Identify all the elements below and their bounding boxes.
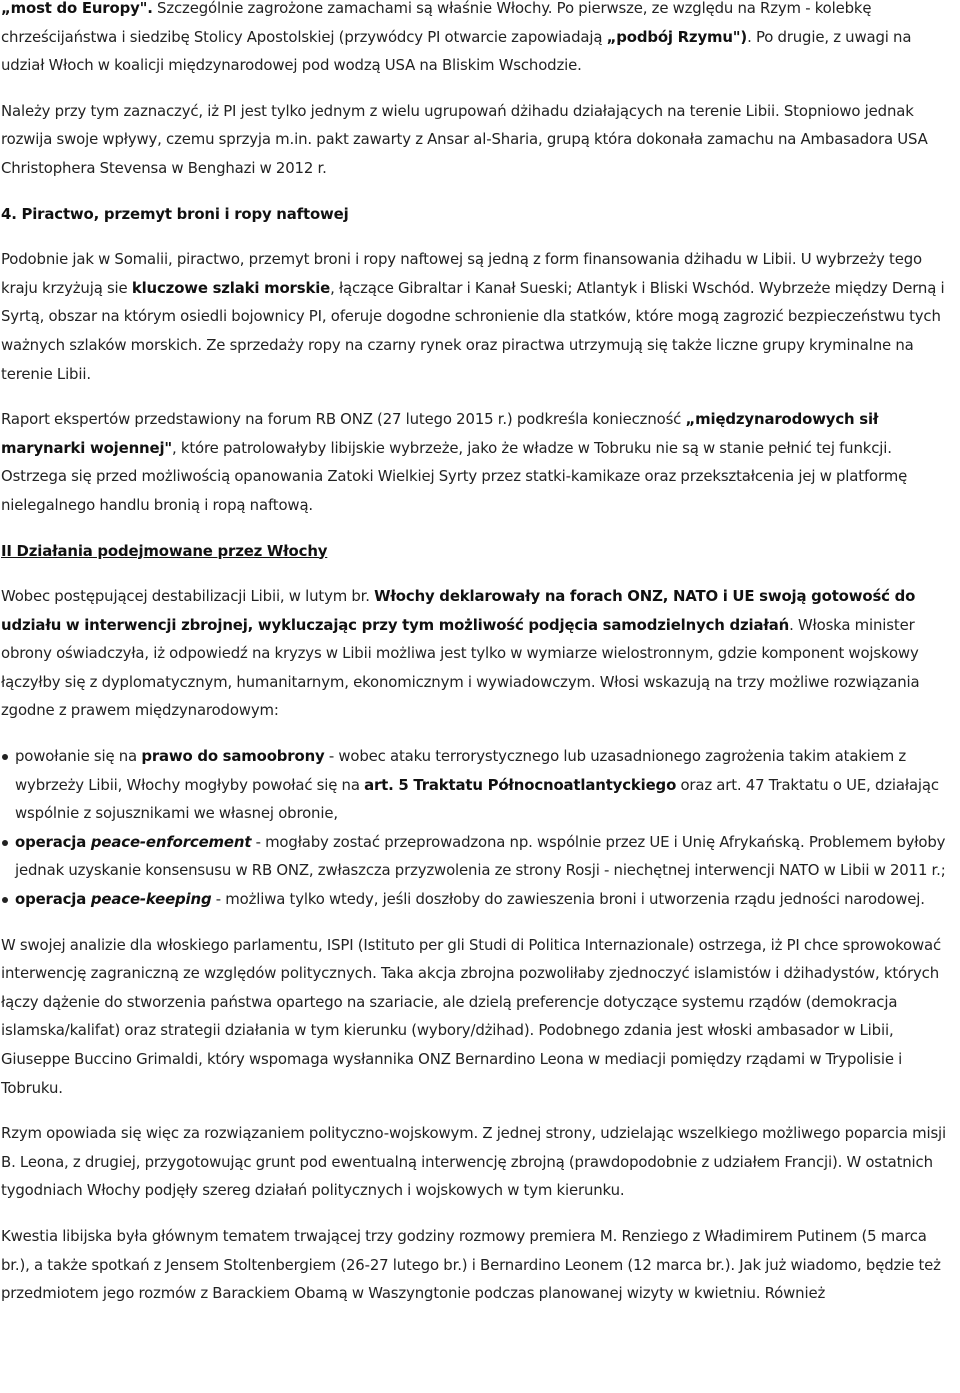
bold-quote-most-do-europy: „most do Europy". xyxy=(1,0,153,17)
text-segment: , które patrolowałyby libijskie wybrzeże, jako że władze w Tobruku nie są w stanie pełnić tej funkcji. Ostrzega się przed możliwością opanowania Zatoki Wielkiej Syrty przez statki-kamikaze oraz przekształcenia jej w platformę nielegalnego handlu bronią i ropą naftową. xyxy=(1,438,908,514)
text-segment: Kwestia libijska była głównym tematem trwającej trzy godziny rozmowy premiera M. Renziego z Władimirem Putinem (5 marca br.), a także spotkań z Jensem Stoltenbergiem (26-27 lutego br.) i Bernardino Leonem (12 marca br.). Jak już wiadomo, będzie też przedmiotem jego rozmów z Barackiem Obamą w Waszyngtonie podczas planowanej wizyty w kwietniu. Również xyxy=(1,1226,941,1303)
paragraph-piractwo xyxy=(1,245,956,388)
text-segment: - możliwa tylko wtedy, jeśli doszłoby do zawieszenia broni i utworzenia rządu jedności narodowej. xyxy=(211,890,925,909)
text-segment: oraz art. 47 Traktatu o UE, działając wspólnie z sojusznikami we własnej obronie, xyxy=(15,775,939,823)
text-segment: Szczególnie zagrożone zamachami są właśnie Włochy. Po pierwsze, ze względu na Rzym - kolebkę chrześcijaństwa i siedzibę Stolicy Apostolskiej (przywódcy PI otwarcie zapowiadają xyxy=(1,0,872,46)
text-segment: W swojej analizie dla włoskiego parlamentu, ISPI (Istituto per gli Studi di Politica Internazionale) ostrzega, iż PI chce sprowokować interwencję zagraniczną ze względów politycznych. Taka akcja zbrojna pozwoliłaby zjednoczyć islamistów i dżihadystów, których łączy dążenie do stworzenia państwa opartego na szariacie, ale dzielą preferencje dotyczące systemu rządów (demokracja islamska/kalifat) oraz strategii działania w tym kierunku (wybory/dżihad). Podobnego zdania jest włoski ambasador w Libii, Giuseppe Buccino Grimaldi, który wspomaga wysłannika ONZ Bernardino Leona w mediacji pomiędzy rządami w Trypolisie i Tobruku. xyxy=(1,935,942,1097)
list-item-peace-enforcement xyxy=(1,828,956,885)
paragraph-wobec-destabilizacji xyxy=(1,582,956,725)
paragraph-rzym-opowiada xyxy=(1,1119,956,1205)
text-segment: - wobec ataku terrorystycznego lub uzasadnionego zagrożenia takim atakiem z wybrzeży Libii, Włochy mogłyby powołać się na xyxy=(15,747,907,794)
bold-italic-peace-keeping: peace-keeping xyxy=(90,890,212,909)
bullet-icon xyxy=(2,840,8,846)
text-segment: Podobnie jak w Somalii, piractwo, przemyt broni i ropy naftowej są jedną z form finansowania dżihadu w Libii. U wybrzeży tego kraju krzyżują sie xyxy=(1,250,922,297)
paragraph-ispi xyxy=(1,931,956,1103)
paragraph-pi-w-libii xyxy=(1,97,956,183)
text-segment: . Po drugie, z uwagi na udział Włoch w koalicji międzynarodowej pod wodzą USA na Bliskim Wschodzie. xyxy=(1,27,912,75)
document-body xyxy=(1,0,956,1308)
bold-kluczowe-szlaki: kluczowe szlaki morskie xyxy=(131,278,331,297)
bold-operacja: operacja xyxy=(15,832,91,851)
heading-piractwo: 4. Piractwo, przemyt broni i ropy naftowej xyxy=(1,204,349,223)
list-item-samoobrona xyxy=(1,742,956,828)
text-segment: Raport ekspertów przedstawiony na forum RB ONZ (27 lutego 2015 r.) podkreśla konieczność xyxy=(1,410,686,429)
text-segment: Wobec postępującej destabilizacji Libii, w lutym br. xyxy=(1,587,375,606)
paragraph-raport-ekspertow xyxy=(1,405,956,519)
bold-prawo-do-samoobrony: prawo do samoobrony xyxy=(141,747,325,766)
bold-sily-marynarki: „międzynarodowych sił marynarki wojennej" xyxy=(1,410,879,457)
bold-operacja: operacja xyxy=(15,890,91,909)
paragraph-most-do-europy xyxy=(1,0,956,80)
bold-art-5: art. 5 Traktatu Północnoatlantyckiego xyxy=(364,775,677,794)
section-heading-dzialania-wloch: II Działania podejmowane przez Włochy xyxy=(1,541,328,560)
text-segment: . Włoska minister obrony oświadczyła, iż odpowiedź na kryzys w Libii możliwa jest tylko w wymiarze wielostronnym, gdzie komponent wojskowy łączyłby się z dyplomatycznym, humanitarnym, ekonomicznym i wywiadowczym. Włosi wskazują na trzy możliwe rozwiązania zgodne z prawem międzynarodowym: xyxy=(1,615,920,720)
text-segment: Rzym opowiada się więc za rozwiązaniem polityczno-wojskowym. Z jednej strony, udzielając wszelkiego możliwego poparcia misji B. Leona, z drugiej, przygotowując grunt pod ewentualną interwencję zbrojną (prawdopodobnie z udziałem Francji). W ostatnich tygodniach Włochy podjęły szereg działań politycznych i wojskowych w tym kierunku. xyxy=(1,1124,947,1200)
text-segment: powołanie się na xyxy=(15,747,142,766)
list-item-peace-keeping xyxy=(1,885,956,914)
bold-quote-podboj-rzymu: „podbój Rzymu") xyxy=(606,27,748,46)
paragraph-kwestia-libijska xyxy=(1,1222,956,1308)
bold-italic-peace-enforcement: peace-enforcement xyxy=(90,832,252,851)
bold-wlochy-deklarowaly: Włochy deklarowały na forach ONZ, NATO i UE swoją gotowość do udziału w interwencji zbrojnej, wykluczając przy tym możliwość podjęcia samodzielnych działań xyxy=(1,587,916,634)
text-segment: , łączące Gibraltar i Kanał Sueski; Atlantyk i Bliski Wschód. Wybrzeże między Derną i Syrtą, obszar na którym osiedli bojownicy PI, oferuje dogodne schronienie dla statków, które mogą zagrozić bezpieczeństwu tych ważnych szlaków morskich. Ze sprzedaży ropy na czarny rynek oraz piractwa utrzymują się także liczne grupy kryminalne na terenie Libii. xyxy=(1,278,945,383)
options-list xyxy=(1,742,956,914)
text-segment: Należy przy tym zaznaczyć, iż PI jest tylko jednym z wielu ugrupowań dżihadu działających na terenie Libii. Stopniowo jednak rozwija swoje wpływy, czemu sprzyja m.in. pakt zawarty z Ansar al-Sharia, grupą która dokonała zamachu na Ambasadora USA Christophera Stevensa w Benghazi w 2012 r. xyxy=(1,101,928,177)
text-segment: - mogłaby zostać przeprowadzona np. wspólnie przez UE i Unię Afrykańską. Problemem byłoby jednak uzyskanie konsensusu w RB ONZ, zwłaszcza przyzwolenia ze strony Rosji - niechętnej interwencji NATO w Libii w 2011 r.; xyxy=(15,832,946,880)
bullet-icon xyxy=(2,897,8,903)
bullet-icon xyxy=(2,754,8,760)
